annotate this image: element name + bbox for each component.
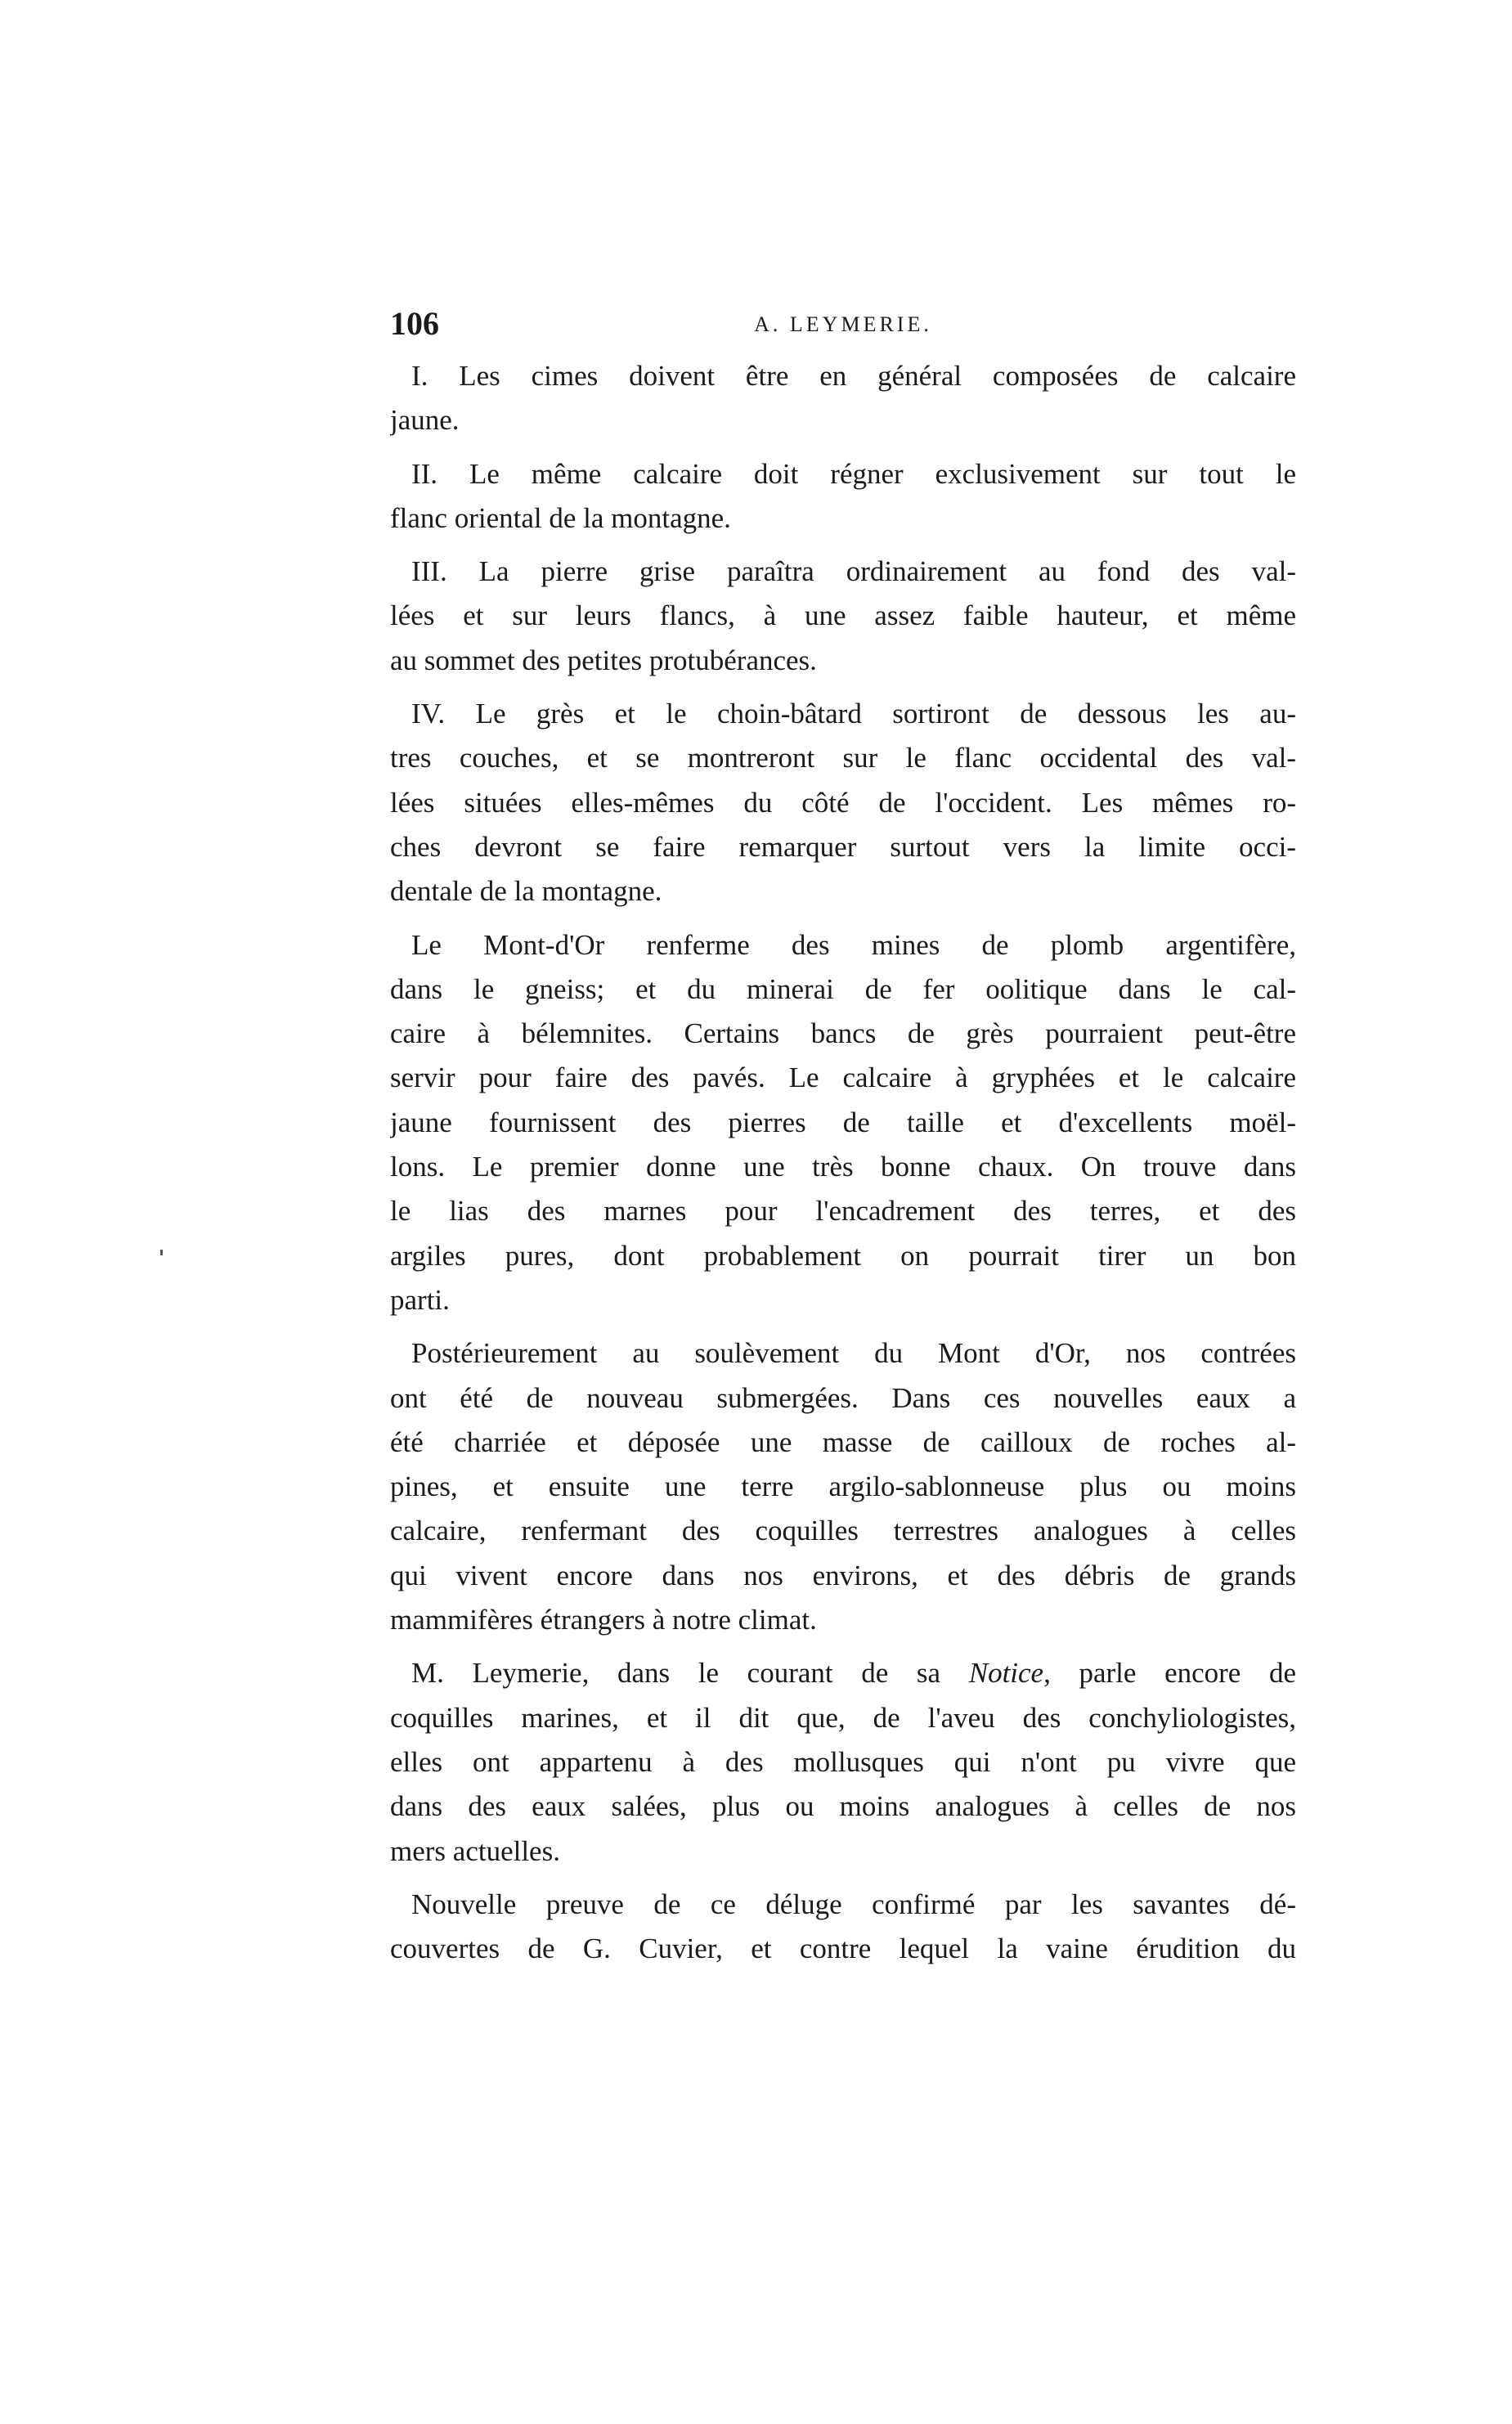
- text-line: lées situées elles-mêmes du côté de l'occident. Les mêmes ro-: [390, 786, 1296, 819]
- paragraph: [390, 923, 1296, 1323]
- text-line: elles ont appartenu à des mollusques qui n'ont pu vivre que: [390, 1745, 1296, 1778]
- paragraph: [390, 550, 1296, 683]
- text-line: [390, 1651, 1296, 1695]
- text-line: jaune.: [390, 404, 460, 437]
- text-line: III. La pierre grise paraîtra ordinairement au fond des val-: [411, 555, 1296, 588]
- text-line: argiles pures, dont probablement on pourrait tirer un bon: [390, 1239, 1296, 1272]
- text-line: lons. Le premier donne une très bonne chaux. On trouve dans: [390, 1151, 1296, 1183]
- text-line: Nouvelle preuve de ce déluge confirmé par les savantes dé-: [411, 1888, 1296, 1920]
- text-line: dentale de la montagne.: [390, 875, 662, 908]
- text-line: Le Mont-d'Or renferme des mines de plomb argentifère,: [411, 928, 1296, 961]
- scan-speck: [160, 1250, 163, 1255]
- italic-title: Notice: [968, 1657, 1044, 1690]
- text-line: dans des eaux salées, plus ou moins analogues à celles de nos: [390, 1790, 1296, 1823]
- page-header: [390, 304, 1296, 350]
- text-line: IV. Le grès et le choin-bâtard sortiront de dessous les au-: [411, 698, 1296, 730]
- text-line: I. Les cimes doivent être en général composées de calcaire: [411, 360, 1296, 392]
- text-line: ches devront se faire remarquer surtout vers la limite occi-: [390, 830, 1296, 863]
- text-line: été charriée et déposée une masse de cailloux de roches al-: [390, 1425, 1296, 1458]
- paragraph: [390, 1331, 1296, 1642]
- paragraph: [390, 354, 1296, 443]
- text-line: ont été de nouveau submergées. Dans ces nouvelles eaux a: [390, 1381, 1296, 1414]
- text-line: II. Le même calcaire doit régner exclusivement sur tout le: [411, 457, 1296, 490]
- paragraph: [390, 1883, 1296, 1972]
- text-line: calcaire, renfermant des coquilles terrestres analogues à celles: [390, 1515, 1296, 1547]
- text-line: coquilles marines, et il dit que, de l'aveu des conchyliologistes,: [390, 1701, 1296, 1734]
- running-head: A. LEYMERIE.: [754, 312, 932, 336]
- text-line: Postérieurement au soulèvement du Mont d'Or, nos contrées: [411, 1337, 1296, 1370]
- body-text: [390, 354, 1296, 1971]
- paragraph: [390, 452, 1296, 541]
- page-number: 106: [390, 305, 439, 342]
- text-line: le lias des marnes pour l'encadrement des terres, et des: [390, 1195, 1296, 1228]
- text-line: pines, et ensuite une terre argilo-sablonneuse plus ou moins: [390, 1470, 1296, 1503]
- text-line: parti.: [390, 1283, 450, 1316]
- text-line: flanc oriental de la montagne.: [390, 501, 731, 534]
- text-segment: M. Leymerie, dans le courant de sa: [411, 1657, 969, 1690]
- text-line: au sommet des petites protubérances.: [390, 644, 817, 676]
- text-line: couvertes de G. Cuvier, et contre lequel la vaine érudition du: [390, 1932, 1296, 1965]
- text-segment: , parle encore de: [1043, 1657, 1296, 1690]
- text-line: lées et sur leurs flancs, à une assez faible hauteur, et même: [390, 599, 1296, 632]
- text-line: servir pour faire des pavés. Le calcaire à gryphées et le calcaire: [390, 1062, 1296, 1094]
- text-line: qui vivent encore dans nos environs, et des débris de grands: [390, 1559, 1296, 1591]
- text-line: tres couches, et se montreront sur le flanc occidental des val-: [390, 742, 1296, 774]
- text-line: dans le gneiss; et du minerai de fer oolitique dans le cal-: [390, 972, 1296, 1005]
- text-line: mammifères étrangers à notre climat.: [390, 1604, 817, 1636]
- paragraph: [390, 692, 1296, 913]
- text-line: caire à bélemnites. Certains bancs de grès pourraient peut-être: [390, 1017, 1296, 1050]
- text-line: jaune fournissent des pierres de taille et d'excellents moël-: [390, 1106, 1296, 1138]
- paragraph: [390, 1651, 1296, 1873]
- text-line: mers actuelles.: [390, 1834, 560, 1867]
